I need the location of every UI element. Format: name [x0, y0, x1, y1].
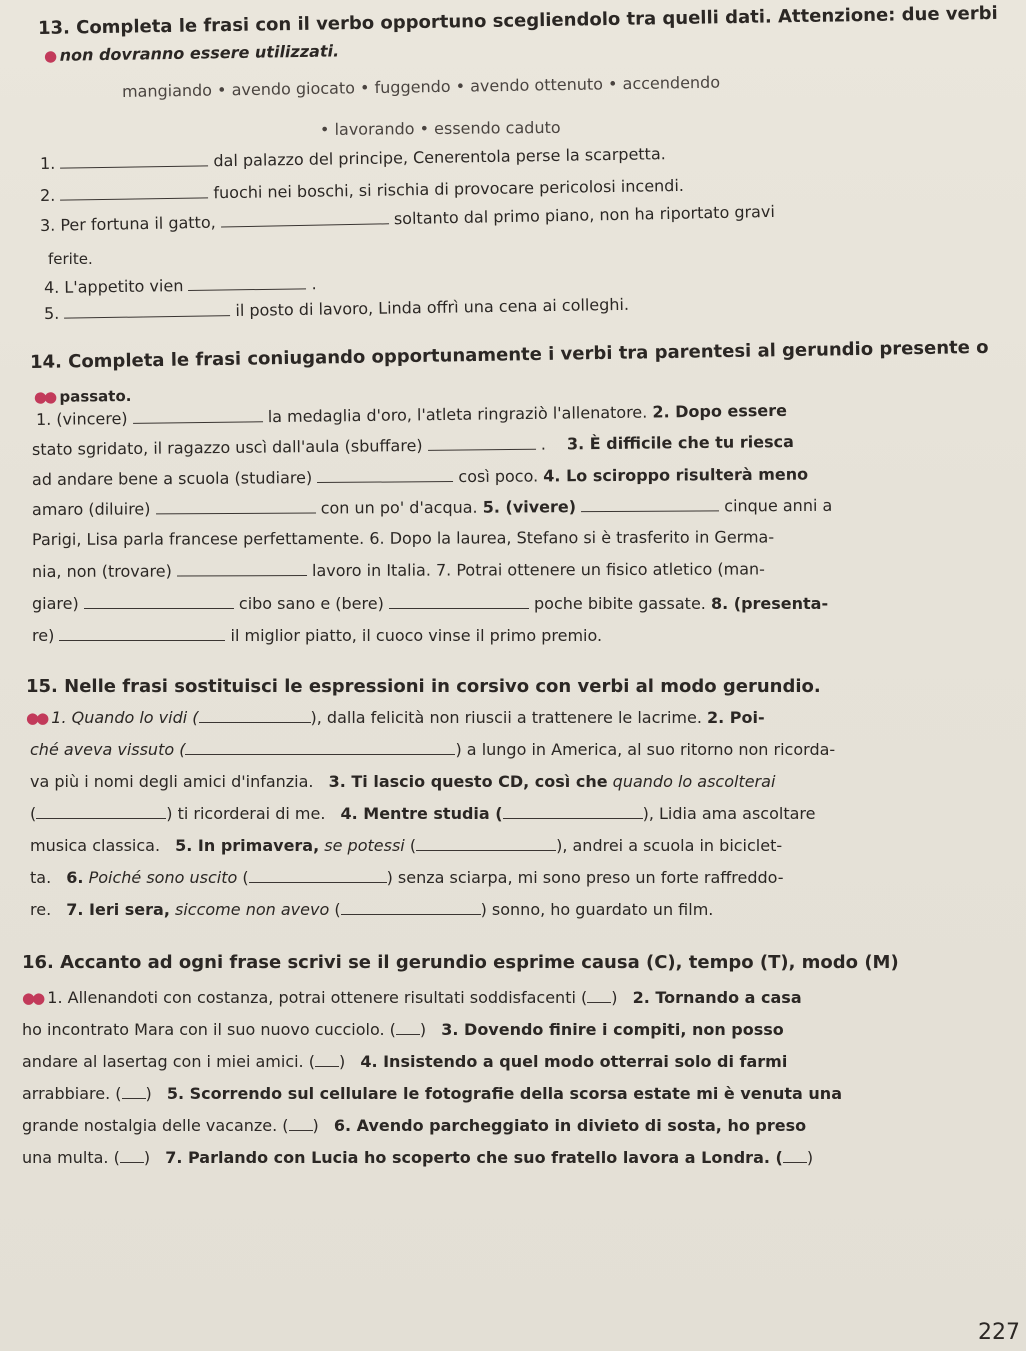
answer-blank[interactable]	[120, 1161, 144, 1163]
ex15-line-1: ●● 1. Quando lo vidi ( ), dalla felicità non riuscii a trattenere le lacrime. 2. Poi-	[26, 708, 765, 727]
ex14-line-2: stato sgridato, il ragazzo uscì dall'aula (sbuffare) . 3. È difficile che tu riesca	[31, 432, 794, 459]
ex14-line-5: Parigi, Lisa parla francese perfettamente. 6. Dopo la laurea, Stefano si è trasferito in Germa-	[31, 527, 775, 549]
answer-blank[interactable]	[59, 639, 225, 641]
answer-blank[interactable]	[122, 1097, 146, 1099]
ex13-sentence-3: 3. Per fortuna il gatto, soltanto dal primo piano, non ha riportato gravi	[39, 201, 775, 235]
answer-blank[interactable]	[428, 448, 536, 451]
ex16-line-6: una multa. ( ) 7. Parlando con Lucia ho scoperto che suo fratello lavora a Londra. ( )	[22, 1148, 814, 1167]
answer-blank[interactable]	[84, 607, 234, 609]
ex15-line-2: ché aveva vissuto ( ) a lungo in America, al suo ritorno non ricorda-	[30, 740, 836, 759]
answer-blank[interactable]	[581, 509, 719, 512]
answer-blank[interactable]	[416, 849, 556, 851]
answer-blank[interactable]	[503, 817, 643, 819]
ex13-verb-list: mangiando • avendo giocato • fuggendo • avendo ottenuto • accendendo	[121, 72, 721, 101]
ex14-line-1: 1. (vincere) la medaglia d'oro, l'atleta ringraziò l'allenatore. 2. Dopo essere	[35, 400, 788, 429]
answer-blank[interactable]	[587, 1001, 611, 1003]
answer-blank[interactable]	[389, 607, 529, 609]
answer-blank[interactable]	[783, 1161, 807, 1163]
ex15-line-4: ( ) ti ricorderai di me. 4. Mentre studia ( ), Lidia ama ascoltare	[30, 804, 816, 823]
answer-blank[interactable]	[36, 817, 166, 819]
ex13-sentence-5: 5. il posto di lavoro, Linda offrì una cena ai colleghi.	[43, 294, 630, 323]
answer-blank[interactable]	[249, 881, 387, 883]
answer-blank[interactable]	[317, 480, 453, 483]
ex16-line-2: ho incontrato Mara con il suo nuovo cucciolo. ( ) 3. Dovendo finire i compiti, non posso	[22, 1020, 784, 1039]
ex13-sentence-3-cont: ferite.	[48, 250, 93, 268]
ex16-line-4: arrabbiare. ( ) 5. Scorrendo sul cellulare le fotografie della scorsa estate mi è venuta una	[22, 1084, 842, 1103]
answer-blank[interactable]	[133, 420, 263, 424]
ex16-title: 16. Accanto ad ogni frase scrivi se il gerundio esprime causa (C), tempo (T), modo (M)	[22, 952, 899, 973]
difficulty-dots-icon: ●	[43, 46, 55, 65]
ex16-line-5: grande nostalgia delle vacanze. ( ) 6. Avendo parcheggiato in divieto di sosta, ho preso	[22, 1116, 807, 1135]
answer-blank[interactable]	[289, 1129, 313, 1131]
answer-blank[interactable]	[60, 196, 208, 200]
ex14-line-4: amaro (diluire) con un po' d'acqua. 5. (vivere) cinque anni a	[31, 495, 833, 519]
answer-blank[interactable]	[64, 314, 230, 319]
ex14-line-6: nia, non (trovare) lavoro in Italia. 7. Potrai ottenere un fisico atletico (man-	[31, 559, 765, 581]
answer-blank[interactable]	[221, 222, 389, 227]
ex15-title: 15. Nelle frasi sostituisci le espressioni in corsivo con verbi al modo gerundio.	[26, 676, 821, 697]
ex13-sentence-1: 1. dal palazzo del principe, Cenerentola perse la scarpetta.	[39, 144, 666, 173]
ex15-line-7: re. 7. Ieri sera, siccome non avevo ( ) sonno, ho guardato un film.	[30, 900, 714, 919]
ex14-line-7: giare) cibo sano e (bere) poche bibite gassate. 8. (presenta-	[32, 594, 829, 613]
answer-blank[interactable]	[189, 287, 307, 291]
ex15-line-3: va più i nomi degli amici d'infanzia. 3. Ti lascio questo CD, così che quando lo ascolterai	[30, 772, 776, 791]
ex14-line-8: re) il miglior piatto, il cuoco vinse il primo premio.	[32, 626, 603, 645]
answer-blank[interactable]	[60, 164, 208, 168]
answer-blank[interactable]	[199, 721, 311, 723]
ex15-line-6: ta. 6. Poiché sono uscito ( ) senza sciarpa, mi sono preso un forte raffreddo-	[30, 868, 784, 887]
difficulty-dots-icon: ●●	[33, 387, 55, 406]
ex13-sentence-2: 2. fuochi nei boschi, si rischia di provocare pericolosi incendi.	[39, 175, 685, 205]
ex14-line-3: ad andare bene a scuola (studiare) così poco. 4. Lo sciroppo risulterà meno	[31, 464, 809, 489]
ex13-title: 13. Completa le frasi con il verbo opportuno scegliendolo tra quelli dati. Attenzione: due verbi	[37, 2, 998, 39]
ex16-line-1: ●● 1. Allenandoti con costanza, potrai ottenere risultati soddisfacenti ( ) 2. Tornando a casa	[22, 988, 802, 1007]
ex15-line-5: musica classica. 5. In primavera, se potessi ( ), andrei a scuola in biciclet-	[30, 836, 783, 855]
answer-blank[interactable]	[177, 574, 307, 576]
answer-blank[interactable]	[396, 1033, 420, 1035]
ex13-verb-list-cont: • lavorando • essendo caduto	[319, 117, 561, 139]
answer-blank[interactable]	[341, 913, 481, 915]
ex16-line-3: andare al lasertag con i miei amici. ( ) 4. Insistendo a quel modo otterrai solo di farmi	[22, 1052, 788, 1071]
ex13-title-cont: ● non dovranno essere utilizzati.	[43, 41, 340, 65]
answer-blank[interactable]	[315, 1065, 339, 1067]
ex13-sentence-4: 4. L'appetito vien .	[43, 274, 317, 297]
difficulty-dots-icon: ●●	[22, 989, 43, 1007]
ex14-title-cont: ●● passato.	[33, 386, 132, 406]
ex14-title: 14. Completa le frasi coniugando opportunamente i verbi tra parentesi al gerundio presente o	[29, 336, 989, 373]
answer-blank[interactable]	[156, 512, 316, 515]
answer-blank[interactable]	[185, 753, 455, 755]
difficulty-dots-icon: ●●	[26, 709, 47, 727]
page-number: 227	[978, 1320, 1020, 1345]
